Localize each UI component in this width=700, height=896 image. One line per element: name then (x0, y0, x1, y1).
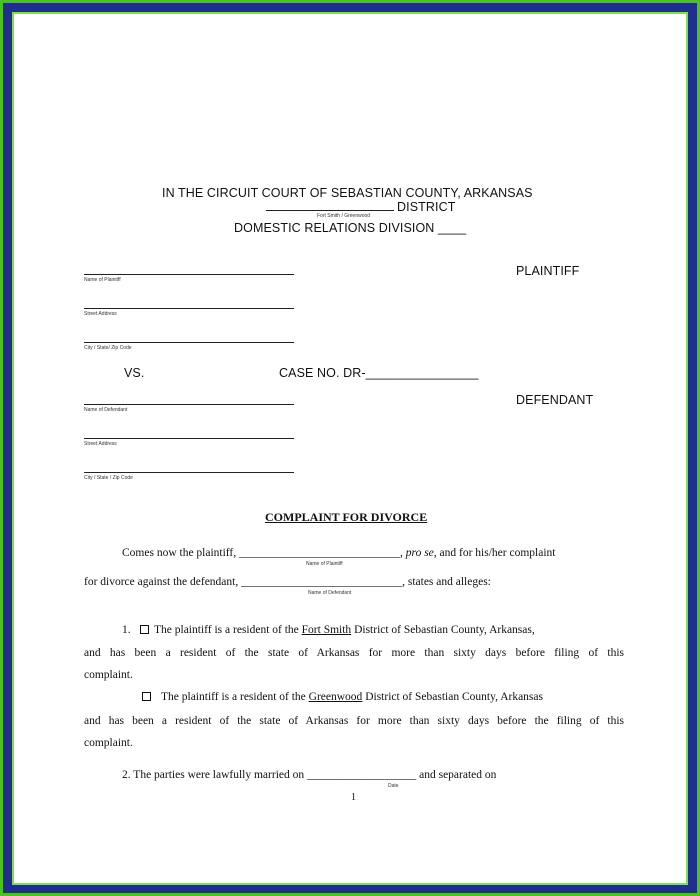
district-hint: Fort Smith / Greenwood (317, 213, 371, 219)
intro-text-a: Comes now the plaintiff, ____________________________, (122, 547, 403, 559)
greenwood-checkbox[interactable] (142, 692, 151, 701)
defendant-street-line[interactable] (84, 438, 294, 439)
para2-text: 2. The parties were lawfully married on ___________________ and separated on (122, 769, 497, 781)
para1-option2-line1 (161, 691, 543, 703)
defendant-name-hint: Name of Defendant (308, 590, 352, 596)
defendant-name-label: Name of Defendant (84, 407, 128, 413)
intro-line-2: for divorce against the defendant, ____________________________, states and alleges: (84, 576, 491, 588)
district-blank[interactable] (266, 210, 394, 211)
plaintiff-role: PLAINTIFF (516, 264, 580, 278)
plaintiff-name-label: Name of Plaintiff (84, 277, 121, 283)
marriage-date-hint: Date (388, 783, 399, 789)
plaintiff-name-line[interactable] (84, 274, 294, 275)
case-number: CASE NO. DR-________________ (279, 366, 479, 380)
opt2-text-a: The plaintiff is a resident of the (161, 691, 309, 703)
fort-smith-district: Fort Smith (301, 624, 352, 636)
court-heading: IN THE CIRCUIT COURT OF SEBASTIAN COUNTY, ARKANSAS (162, 186, 533, 200)
opt2-text-b: District of Sebastian County, Arkansas (362, 691, 543, 703)
plaintiff-city-line[interactable] (84, 342, 294, 343)
opt1-text-b: District of Sebastian County, Arkansas, (351, 624, 535, 636)
plaintiff-city-label: City / State/ Zip Code (84, 345, 132, 351)
para1-option2-line2: and has been a resident of the state of Arkansas for more than sixty days before the filing of this (84, 715, 624, 727)
fort-smith-checkbox[interactable] (140, 625, 149, 634)
defendant-street-label: Street Address (84, 441, 117, 447)
para1-option1-line3: complaint. (84, 669, 133, 681)
para1-option1-line1 (154, 624, 535, 636)
plaintiff-name-hint: Name of Plaintiff (306, 561, 343, 567)
para1-option1-line2: and has been a resident of the state of Arkansas for more than sixty days before filing of this (84, 647, 624, 659)
district-label: DISTRICT (397, 200, 456, 214)
division-heading: DOMESTIC RELATIONS DIVISION ____ (234, 221, 467, 235)
para1-option2-line3: complaint. (84, 737, 133, 749)
vs-label: VS. (124, 366, 145, 380)
plaintiff-street-label: Street Address (84, 311, 117, 317)
defendant-role: DEFENDANT (516, 393, 594, 407)
defendant-city-line[interactable] (84, 472, 294, 473)
document-title: COMPLAINT FOR DIVORCE (265, 510, 428, 524)
greenwood-district: Greenwood (308, 691, 363, 703)
defendant-city-label: City / State / Zip Code (84, 475, 133, 481)
page-content (14, 14, 686, 883)
intro-text-c: , and for his/her complaint (433, 547, 556, 559)
para1-number: 1. (122, 624, 131, 636)
document-page (12, 12, 688, 885)
intro-line-1 (122, 547, 555, 559)
opt1-text-a: The plaintiff is a resident of the (154, 624, 302, 636)
defendant-name-line[interactable] (84, 404, 294, 405)
page-number: 1 (351, 792, 356, 803)
plaintiff-street-line[interactable] (84, 308, 294, 309)
pro-se-text: pro se (405, 547, 434, 559)
